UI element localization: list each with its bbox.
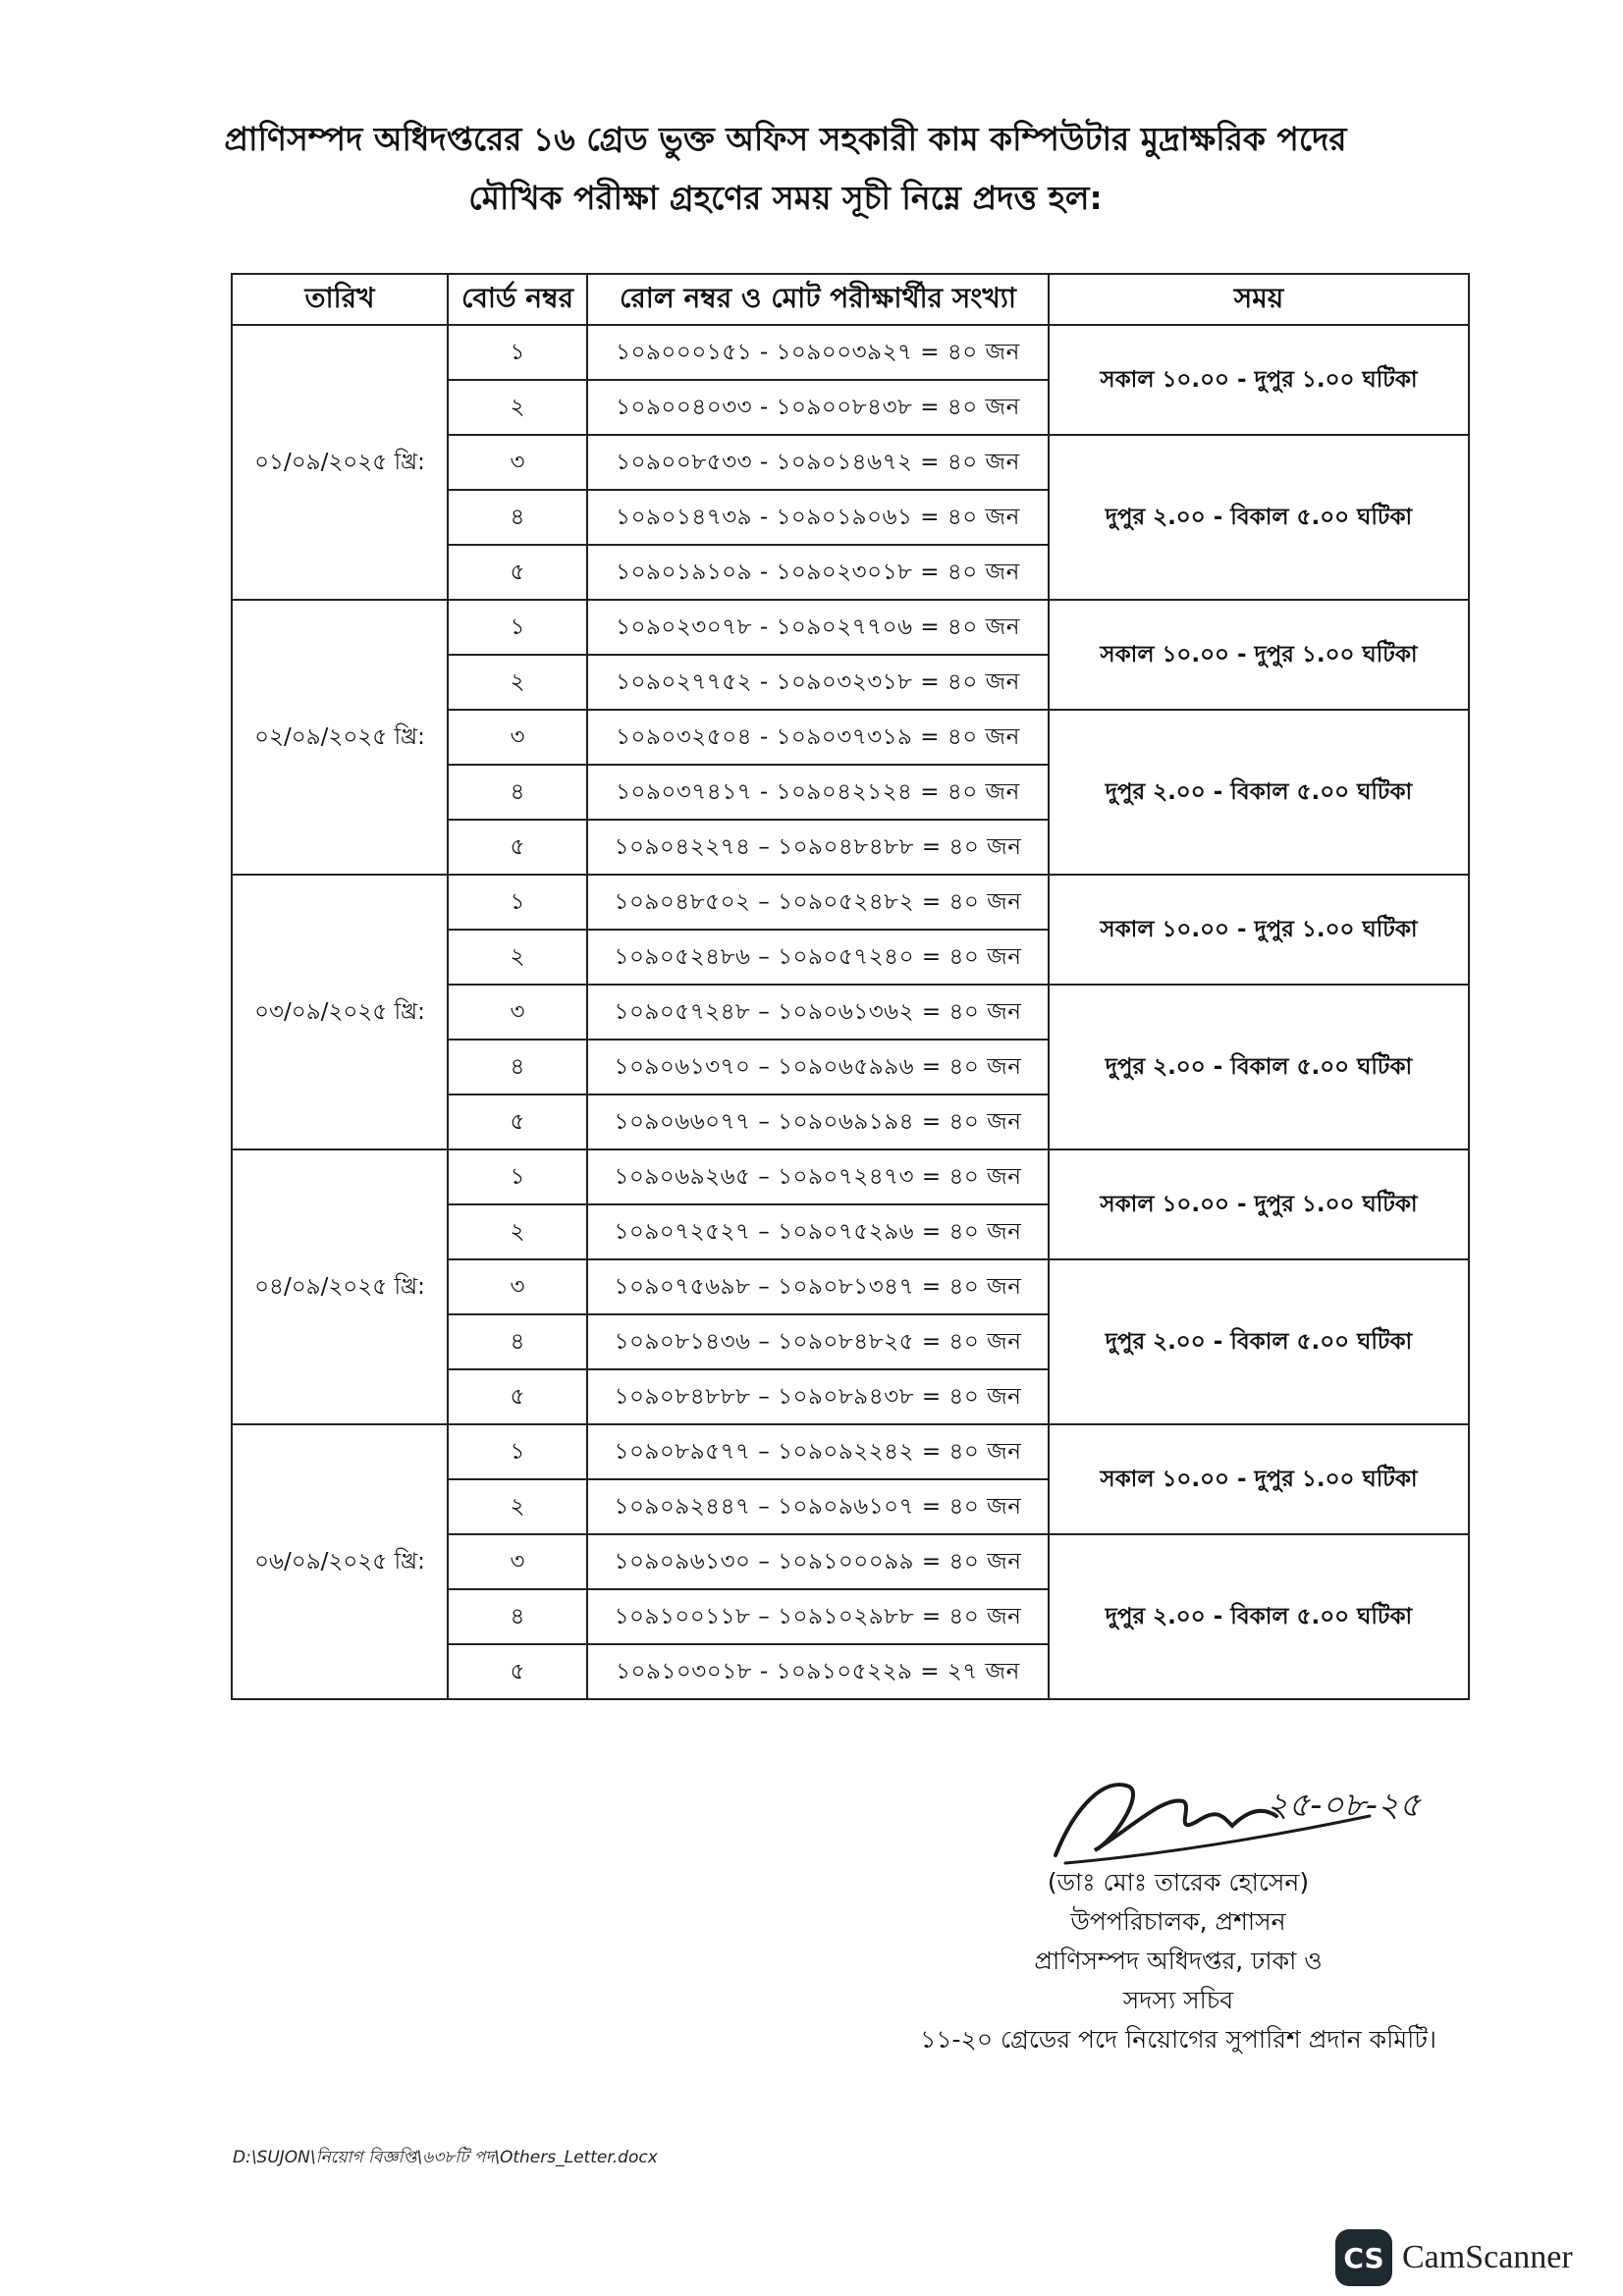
afternoon-session-time: দুপুর ২.০০ - বিকাল ৫.০০ ঘটিকা [1049, 985, 1469, 1149]
board-number-cell: ২ [448, 1204, 587, 1259]
board-number-cell: ৪ [448, 490, 587, 545]
roll-range-cell: ১০৯০৩২৫০৪ - ১০৯০৩৭৩১৯ = ৪০ জন [587, 710, 1049, 765]
table-row [232, 875, 1469, 930]
date-cell: ০১/০৯/২০২৫ খ্রি: [232, 325, 448, 600]
board-number-cell: ৪ [448, 1314, 587, 1369]
signature-date: ২৫-০৮-২৫ [1267, 1786, 1422, 1825]
interview-schedule-table [231, 273, 1470, 1700]
roll-range-cell: ১০৯০৭২৫২৭ – ১০৯০৭৫২৯৬ = ৪০ জন [587, 1204, 1049, 1259]
roll-range-cell: ১০৯০০৮৫৩৩ - ১০৯০১৪৬৭২ = ৪০ জন [587, 435, 1049, 490]
roll-range-cell: ১০৯০৪৮৫০২ – ১০৯০৫২৪৮২ = ৪০ জন [587, 875, 1049, 930]
board-number-cell: ১ [448, 875, 587, 930]
roll-range-cell: ১০৯০৩৭৪১৭ - ১০৯০৪২১২৪ = ৪০ জন [587, 765, 1049, 820]
roll-range-cell: ১০৯০১৯১০৯ - ১০৯০২৩০১৮ = ৪০ জন [587, 545, 1049, 600]
board-number-cell: ২ [448, 1479, 587, 1534]
roll-range-cell: ১০৯০৬১৩৭০ – ১০৯০৬৫৯৯৬ = ৪০ জন [587, 1040, 1049, 1095]
table-row [232, 1424, 1469, 1479]
signatory-block [884, 1863, 1473, 2059]
board-number-cell: ২ [448, 655, 587, 710]
date-cell: ০৬/০৯/২০২৫ খ্রি: [232, 1424, 448, 1699]
roll-range-cell: ১০৯০৪২২৭৪ – ১০৯০৪৮৪৮৮ = ৪০ জন [587, 820, 1049, 875]
afternoon-session-time: দুপুর ২.০০ - বিকাল ৫.০০ ঘটিকা [1049, 435, 1469, 600]
roll-range-cell: ১০৯০৬৬০৭৭ – ১০৯০৬৯১৯৪ = ৪০ জন [587, 1095, 1049, 1149]
morning-session-time: সকাল ১০.০০ - দুপুর ১.০০ ঘটিকা [1049, 875, 1469, 985]
file-path: D:\SUJON\নিয়োগ বিজ্ঞপ্তি\৬৩৮টি পদ\Others_Letter.docx [233, 2148, 658, 2167]
table-row [232, 1149, 1469, 1204]
roll-range-cell: ১০৯০২৭৭৫২ - ১০৯০৩২৩১৮ = ৪০ জন [587, 655, 1049, 710]
date-cell: ০২/০৯/২০২৫ খ্রি: [232, 600, 448, 875]
board-number-cell: ৩ [448, 710, 587, 765]
morning-session-time: সকাল ১০.০০ - দুপুর ১.০০ ঘটিকা [1049, 1424, 1469, 1534]
board-number-cell: ২ [448, 380, 587, 435]
roll-range-cell: ১০৯০৫৭২৪৮ – ১০৯০৬১৩৬২ = ৪০ জন [587, 985, 1049, 1040]
document-title-line-1: প্রাণিসম্পদ অধিদপ্তরের ১৬ গ্রেড ভুক্ত অফিস সহকারী কাম কম্পিউটার মুদ্রাক্ষরিক পদের [224, 120, 1347, 158]
roll-range-cell: ১০৯০৯৬১৩০ – ১০৯১০০০৯৯ = ৪০ জন [587, 1534, 1049, 1589]
header-date: তারিখ [232, 274, 448, 325]
board-number-cell: ৪ [448, 1040, 587, 1095]
header-roll-numbers: রোল নম্বর ও মোট পরীক্ষার্থীর সংখ্যা [587, 274, 1049, 325]
header-board-number: বোর্ড নম্বর [448, 274, 587, 325]
roll-range-cell: ১০৯০৮১৪৩৬ – ১০৯০৮৪৮২৫ = ৪০ জন [587, 1314, 1049, 1369]
roll-range-cell: ১০৯০২৩০৭৮ - ১০৯০২৭৭০৬ = ৪০ জন [587, 600, 1049, 655]
board-number-cell: ৪ [448, 765, 587, 820]
roll-range-cell: ১০৯০৮৪৮৮৮ – ১০৯০৮৯৪৩৮ = ৪০ জন [587, 1369, 1049, 1424]
board-number-cell: ৫ [448, 820, 587, 875]
roll-range-cell: ১০৯১০০১১৮ – ১০৯১০২৯৮৮ = ৪০ জন [587, 1589, 1049, 1644]
roll-range-cell: ১০৯০৭৫৬৯৮ – ১০৯০৮১৩৪৭ = ৪০ জন [587, 1259, 1049, 1314]
roll-range-cell: ১০৯০৮৯৫৭৭ – ১০৯০৯২২৪২ = ৪০ জন [587, 1424, 1049, 1479]
signatory-role: সদস্য সচিব [1122, 1986, 1234, 2014]
signatory-name: (ডাঃ মোঃ তারেক হোসেন) [1047, 1868, 1310, 1896]
document-title-line-2: মৌখিক পরীক্ষা গ্রহণের সময় সূচী নিম্নে প্রদত্ত হল: [468, 179, 1103, 217]
board-number-cell: ৫ [448, 1369, 587, 1424]
board-number-cell: ৫ [448, 1095, 587, 1149]
roll-range-cell: ১০৯০১৪৭৩৯ - ১০৯০১৯০৬১ = ৪০ জন [587, 490, 1049, 545]
signatory-committee: ১১-২০ গ্রেডের পদে নিয়োগের সুপারিশ প্রদান কমিটি। [920, 2025, 1436, 2054]
date-cell: ০৩/০৯/২০২৫ খ্রি: [232, 875, 448, 1149]
roll-range-cell: ১০৯০০০১৫১ - ১০৯০০৩৯২৭ = ৪০ জন [587, 325, 1049, 380]
header-time: সময় [1049, 274, 1469, 325]
board-number-cell: ৩ [448, 985, 587, 1040]
table-row [232, 600, 1469, 655]
board-number-cell: ১ [448, 600, 587, 655]
signatory-office: প্রাণিসম্পদ অধিদপ্তর, ঢাকা ও [1034, 1947, 1323, 1975]
roll-range-cell: ১০৯০০৪০৩৩ - ১০৯০০৮৪৩৮ = ৪০ জন [587, 380, 1049, 435]
table-row [232, 325, 1469, 380]
roll-range-cell: ১০৯০৫২৪৮৬ – ১০৯০৫৭২৪০ = ৪০ জন [587, 930, 1049, 985]
roll-range-cell: ১০৯০৬৯২৬৫ – ১০৯০৭২৪৭৩ = ৪০ জন [587, 1149, 1049, 1204]
date-cell: ০৪/০৯/২০২৫ খ্রি: [232, 1149, 448, 1424]
morning-session-time: সকাল ১০.০০ - দুপুর ১.০০ ঘটিকা [1049, 600, 1469, 710]
camscanner-logo-icon: CS [1335, 2229, 1392, 2286]
afternoon-session-time: দুপুর ২.০০ - বিকাল ৫.০০ ঘটিকা [1049, 1534, 1469, 1699]
morning-session-time: সকাল ১০.০০ - দুপুর ১.০০ ঘটিকা [1049, 325, 1469, 435]
board-number-cell: ১ [448, 1149, 587, 1204]
board-number-cell: ১ [448, 325, 587, 380]
morning-session-time: সকাল ১০.০০ - দুপুর ১.০০ ঘটিকা [1049, 1149, 1469, 1259]
board-number-cell: ৪ [448, 1589, 587, 1644]
handwritten-signature [1036, 1747, 1422, 1875]
table-header-row [232, 274, 1469, 325]
afternoon-session-time: দুপুর ২.০০ - বিকাল ৫.০০ ঘটিকা [1049, 710, 1469, 875]
camscanner-watermark [1335, 2226, 1573, 2289]
board-number-cell: ২ [448, 930, 587, 985]
board-number-cell: ৩ [448, 1259, 587, 1314]
schedule-body [232, 325, 1469, 1699]
camscanner-name: CamScanner [1402, 2239, 1573, 2275]
board-number-cell: ১ [448, 1424, 587, 1479]
roll-range-cell: ১০৯১০৩০১৮ - ১০৯১০৫২২৯ = ২৭ জন [587, 1644, 1049, 1699]
signatory-designation: উপপরিচালক, প্রশাসন [1070, 1907, 1286, 1936]
afternoon-session-time: দুপুর ২.০০ - বিকাল ৫.০০ ঘটিকা [1049, 1259, 1469, 1424]
board-number-cell: ৫ [448, 1644, 587, 1699]
board-number-cell: ৫ [448, 545, 587, 600]
roll-range-cell: ১০৯০৯২৪৪৭ – ১০৯০৯৬১০৭ = ৪০ জন [587, 1479, 1049, 1534]
board-number-cell: ৩ [448, 435, 587, 490]
board-number-cell: ৩ [448, 1534, 587, 1589]
